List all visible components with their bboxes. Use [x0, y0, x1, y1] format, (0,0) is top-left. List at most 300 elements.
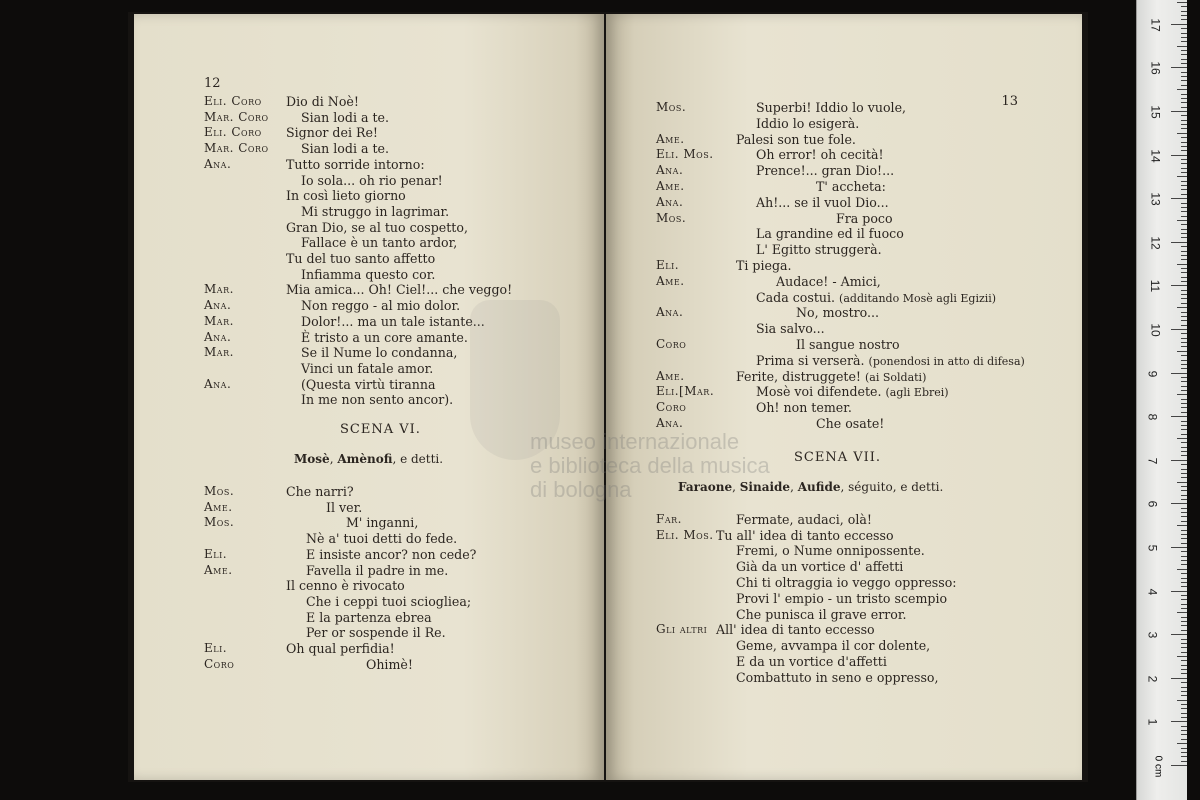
stage-direction: (ai Soldati) — [864, 370, 927, 384]
verse-text: Fra poco — [836, 210, 893, 226]
verse-line — [756, 384, 949, 401]
ruler-tick — [1181, 734, 1187, 735]
verse-text: Iddio lo esigerà. — [756, 115, 860, 131]
ruler-tick — [1181, 364, 1187, 365]
verse-text: La grandine ed il fuoco — [756, 226, 904, 242]
verse-line — [756, 100, 906, 116]
verse-text: Gran Dio, se al tuo cospetto, — [286, 219, 468, 235]
speaker-label: Eli. Coro — [204, 94, 262, 108]
verse-line: E da un vortice d'affetti — [736, 654, 887, 669]
verse-text: Il sangue nostro — [796, 337, 900, 352]
ruler-tick — [1181, 185, 1187, 186]
ruler-tick — [1181, 403, 1187, 404]
verse-line — [756, 226, 904, 242]
ruler-tick — [1181, 429, 1187, 430]
verse-line — [301, 345, 457, 361]
speaker-label: Ana. — [656, 305, 684, 320]
ruler-tick — [1181, 695, 1187, 696]
ruler-tick — [1181, 290, 1187, 291]
ruler-tick — [1181, 595, 1187, 596]
ruler-tick — [1171, 591, 1187, 592]
ruler-tick — [1181, 172, 1187, 173]
ruler-tick — [1181, 604, 1187, 605]
verse-line: Nè a' tuoi detti do fede. — [306, 531, 458, 547]
speaker-label: Ame. — [656, 131, 685, 146]
ruler-number: 4 — [1145, 588, 1160, 595]
verse-line — [286, 251, 435, 267]
ruler-tick — [1181, 578, 1187, 579]
ruler-tick — [1181, 538, 1187, 539]
speaker-label: Ana. — [204, 298, 232, 313]
verse-line — [756, 321, 825, 337]
ruler-tick — [1181, 124, 1187, 125]
speaker-label: Ame. — [656, 179, 685, 193]
verse-line — [301, 204, 449, 220]
ruler-tick — [1181, 333, 1187, 334]
verse-line — [756, 195, 889, 211]
ruler-tick — [1181, 390, 1187, 391]
ruler-tick — [1181, 599, 1187, 600]
ruler-tick — [1181, 730, 1187, 731]
ruler-tick — [1181, 682, 1187, 683]
ruler-tick — [1171, 198, 1187, 199]
verse-text: Oh error! oh cecità! — [756, 147, 884, 163]
right-page — [606, 14, 1082, 780]
ruler-number: 7 — [1145, 457, 1160, 465]
ruler-tick — [1171, 460, 1187, 461]
verse-text: Sian lodi a te. — [301, 141, 390, 157]
verse-line — [776, 274, 881, 290]
ruler-tick — [1181, 687, 1187, 688]
ruler-tick — [1181, 490, 1187, 491]
ruler-tick — [1181, 277, 1187, 278]
ruler-tick — [1181, 530, 1187, 531]
ruler-tick — [1181, 425, 1187, 426]
ruler-tick — [1177, 656, 1187, 657]
verse-line — [796, 305, 879, 321]
cast-suffix: séguito, e detti. — [848, 479, 944, 494]
ruler-tick — [1181, 665, 1187, 666]
speaker-label: Ana. — [656, 163, 684, 178]
verse-text: T' accheta: — [816, 179, 886, 194]
ruler-tick — [1181, 194, 1187, 195]
verse-line: Oh qual perfidia! — [286, 641, 395, 656]
verse-text: No, mostro... — [796, 305, 880, 321]
verse-text: Mia amica... Oh! Ciel!... che veggo! — [286, 282, 513, 298]
speaker-label: Eli. — [204, 546, 228, 561]
verse-line: Favella il padre in me. — [306, 562, 449, 578]
verse-text: Cada costui. — [756, 289, 836, 305]
ruler-tick — [1181, 512, 1187, 513]
ruler-tick — [1181, 33, 1187, 34]
verse-line — [756, 116, 859, 132]
verse-line — [301, 377, 436, 393]
verse-line — [286, 157, 425, 173]
speaker-label: Ame. — [656, 273, 685, 288]
speaker-label: Far. — [656, 511, 682, 526]
ruler-tick — [1181, 37, 1187, 38]
ruler-tick — [1181, 259, 1187, 260]
stage-direction: (agli Ebrei) — [885, 386, 949, 400]
ruler-number: 11 — [1148, 280, 1163, 293]
ruler-tick — [1181, 346, 1187, 347]
speaker-label: Eli. — [204, 641, 228, 655]
ruler-tick — [1181, 630, 1187, 631]
ruler-tick — [1181, 660, 1187, 661]
speaker-label: Eli.[Mar. — [656, 384, 715, 399]
ruler-tick — [1181, 516, 1187, 517]
ruler-tick — [1181, 342, 1187, 343]
ruler-tick — [1181, 216, 1187, 217]
ruler-number: 17 — [1148, 18, 1163, 32]
ruler-number: 13 — [1148, 192, 1163, 206]
verse-text: Signor dei Re! — [286, 125, 378, 141]
ruler-tick — [1181, 473, 1187, 474]
ruler-tick — [1181, 748, 1187, 749]
ruler-tick — [1181, 455, 1187, 456]
speaker-label: Eli. — [656, 258, 680, 272]
ruler-tick — [1177, 612, 1187, 613]
verse-text: Dolor!... ma un tale istante... — [301, 313, 485, 329]
speaker-label: Ame. — [204, 562, 233, 577]
ruler-tick — [1181, 102, 1187, 103]
ruler-tick — [1171, 373, 1187, 374]
ruler-number: 14 — [1148, 148, 1163, 163]
verse-text: Mi struggo in lagrimar. — [301, 203, 450, 219]
ruler-tick — [1181, 360, 1187, 361]
ruler-tick — [1181, 407, 1187, 408]
ruler-tick — [1177, 351, 1187, 352]
ruler-tick — [1181, 94, 1187, 95]
verse-line: Che i ceppi tuoi sciogliea; — [306, 593, 472, 609]
speaker-label: Eli. Coro — [204, 125, 262, 140]
verse-line: Fremi, o Nume onnipossente. — [736, 543, 925, 559]
ruler-tick — [1181, 59, 1187, 60]
ruler-tick — [1171, 67, 1187, 68]
verse-text: Prima si verserà. — [756, 352, 865, 368]
verse-line — [301, 173, 443, 189]
page-number-right: 13 — [1001, 94, 1018, 109]
speaker-label: Ame. — [656, 368, 685, 383]
ruler-tick — [1181, 573, 1187, 574]
speaker-label: Mos. — [204, 484, 235, 498]
ruler-tick — [1181, 647, 1187, 648]
ruler-tick — [1181, 377, 1187, 378]
ruler-number: 9 — [1145, 370, 1160, 377]
ruler-tick — [1181, 726, 1187, 727]
verse-line — [816, 416, 884, 432]
ruler-tick — [1181, 320, 1187, 321]
ruler-number: 5 — [1145, 544, 1160, 552]
speaker-label: Eli. Mos. — [656, 147, 714, 162]
ruler-tick — [1181, 28, 1187, 29]
ruler-tick — [1177, 569, 1187, 570]
verse-text: Non reggo - al mio dolor. — [301, 298, 461, 314]
verse-text: Infiamma questo cor. — [301, 266, 436, 282]
ruler-tick — [1181, 499, 1187, 500]
ruler-tick — [1181, 717, 1187, 718]
watermark-line: museo internazionale — [530, 429, 740, 454]
ruler-tick — [1181, 41, 1187, 42]
ruler-tick — [1181, 381, 1187, 382]
ruler-tick — [1181, 477, 1187, 478]
ruler-tick — [1181, 761, 1187, 762]
watermark-text — [530, 430, 810, 502]
speaker-label: Coro — [204, 656, 235, 671]
ruler-tick — [1181, 181, 1187, 182]
ruler-tick — [1181, 713, 1187, 714]
verse-line — [736, 132, 856, 148]
ruler-tick — [1181, 421, 1187, 422]
ruler-tick — [1181, 251, 1187, 252]
ruler-tick — [1181, 229, 1187, 230]
ruler-tick — [1181, 76, 1187, 77]
speaker-label: Mar. Coro — [204, 109, 269, 124]
verse-line — [301, 235, 457, 251]
speaker-label: Ana. — [204, 329, 232, 344]
verse-line — [301, 392, 453, 408]
verse-line — [301, 267, 435, 283]
ruler-tick — [1177, 394, 1187, 395]
ruler-tick — [1181, 54, 1187, 55]
ruler-tick — [1181, 316, 1187, 317]
verse-text: Se il Nume lo condanna, — [301, 345, 458, 361]
ruler-tick — [1177, 220, 1187, 221]
verse-text: Fallace è un tanto ardor, — [301, 235, 458, 251]
ruler-tick — [1181, 15, 1187, 16]
open-book — [128, 12, 1088, 782]
ruler-tick — [1181, 708, 1187, 709]
ruler-tick — [1181, 294, 1187, 295]
ruler-tick — [1181, 207, 1187, 208]
verse-line — [301, 141, 389, 157]
ruler-tick — [1181, 669, 1187, 670]
ruler-number: 6 — [1145, 501, 1160, 508]
watermark-line: e biblioteca della musica — [530, 453, 770, 478]
ruler-tick — [1181, 303, 1187, 304]
ruler-tick — [1181, 281, 1187, 282]
verse-line: E insiste ancor? non cede? — [306, 546, 477, 562]
ruler-tick — [1171, 634, 1187, 635]
verse-text: Dio di Noè! — [286, 94, 359, 109]
speaker-label: Ame. — [204, 499, 233, 514]
verse-line: Fermate, audaci, olà! — [736, 511, 872, 527]
ruler-tick — [1181, 255, 1187, 256]
ruler-tick — [1181, 137, 1187, 138]
ruler-tick — [1181, 704, 1187, 705]
ruler-tick — [1171, 329, 1187, 330]
ruler-tick — [1181, 617, 1187, 618]
speaker-label: Coro — [656, 400, 687, 415]
ruler-tick — [1181, 399, 1187, 400]
verse-text: Palesi son tue fole. — [736, 131, 856, 147]
ruler-tick — [1171, 155, 1187, 156]
measuring-ruler — [1136, 0, 1187, 800]
speaker-label: Ana. — [204, 156, 232, 171]
ruler-tick — [1181, 447, 1187, 448]
verse-line: Che narri? — [286, 484, 354, 499]
ruler-number: 3 — [1145, 631, 1160, 639]
ruler-tick — [1181, 146, 1187, 147]
ruler-unit-label: 0 cm — [1152, 755, 1164, 778]
ruler-tick — [1177, 176, 1187, 177]
ruler-tick — [1177, 133, 1187, 134]
ruler-tick — [1181, 464, 1187, 465]
verse-text: Tu del tuo santo affetto — [286, 251, 436, 266]
verse-text: Sia salvo... — [756, 321, 825, 337]
verse-line — [756, 163, 894, 179]
ruler-number: 1 — [1145, 719, 1160, 726]
speaker-label: Coro — [656, 337, 687, 351]
ruler-tick — [1181, 163, 1187, 164]
ruler-tick — [1181, 298, 1187, 299]
cast-name: Sinaide — [739, 479, 791, 494]
ruler-tick — [1177, 46, 1187, 47]
speaker-label: Ana. — [204, 376, 232, 391]
ruler-tick — [1181, 739, 1187, 740]
cast-suffix: e detti. — [400, 452, 444, 466]
verse-line — [286, 220, 468, 236]
ruler-tick — [1181, 469, 1187, 470]
ruler-tick — [1181, 551, 1187, 552]
ruler-tick — [1171, 503, 1187, 504]
scene-cast: Faraone, Sinaide, Aufide, séguito, e detti. — [678, 479, 944, 494]
ruler-tick — [1181, 495, 1187, 496]
ruler-tick — [1181, 312, 1187, 313]
ruler-tick — [1181, 150, 1187, 151]
cast-name: Amènofi — [337, 452, 393, 466]
speaker-label: Eli. Mos. — [656, 527, 714, 542]
verse-line — [301, 330, 468, 346]
verse-text: Audace! - Amici, — [776, 273, 881, 289]
verse-line: Il ver. — [326, 499, 363, 515]
speaker-label: Gli altri — [656, 622, 708, 637]
verse-text: Tutto sorride intorno: — [286, 156, 425, 172]
verse-line: Che punisca il grave error. — [736, 606, 907, 622]
verse-line — [286, 282, 512, 298]
verse-line — [301, 298, 460, 314]
ruler-tick — [1181, 643, 1187, 644]
ruler-tick — [1181, 246, 1187, 247]
verse-line: Ohimè! — [366, 656, 413, 672]
ruler-tick — [1181, 586, 1187, 587]
verse-text: L' Egitto struggerà. — [756, 242, 882, 258]
verse-text: Oh! non temer. — [756, 400, 852, 416]
ruler-tick — [1181, 80, 1187, 81]
ruler-tick — [1181, 211, 1187, 212]
ruler-tick — [1177, 2, 1187, 3]
ruler-tick — [1171, 24, 1187, 25]
ruler-tick — [1181, 268, 1187, 269]
verse-line — [286, 94, 359, 110]
ruler-tick — [1181, 325, 1187, 326]
ruler-tick — [1177, 482, 1187, 483]
ruler-tick — [1171, 765, 1187, 766]
ruler-tick — [1181, 107, 1187, 108]
ruler-number: 15 — [1148, 105, 1163, 119]
verse-line — [756, 290, 996, 307]
ruler-tick — [1171, 285, 1187, 286]
ruler-number: 10 — [1148, 323, 1163, 337]
cast-name: Mosè — [294, 452, 330, 466]
speaker-label: Mar. — [204, 282, 234, 297]
ruler-tick — [1181, 521, 1187, 522]
ruler-tick — [1181, 224, 1187, 225]
ruler-tick — [1181, 85, 1187, 86]
watermark-line: di bologna — [530, 477, 632, 502]
ruler-tick — [1181, 120, 1187, 121]
ruler-tick — [1171, 678, 1187, 679]
ruler-tick — [1181, 608, 1187, 609]
verse-line: All' idea di tanto eccesso — [716, 622, 875, 638]
speaker-label: Mar. — [204, 313, 234, 328]
ruler-tick — [1181, 128, 1187, 129]
ruler-tick — [1181, 564, 1187, 565]
ruler-tick — [1181, 556, 1187, 557]
ruler-tick — [1181, 673, 1187, 674]
verse-text: Mosè voi difendete. — [756, 384, 882, 400]
ruler-tick — [1181, 621, 1187, 622]
ruler-tick — [1181, 6, 1187, 7]
verse-line — [836, 211, 893, 227]
verse-line: Per or sospende il Re. — [306, 625, 446, 641]
ruler-number: 8 — [1145, 413, 1160, 421]
ruler-tick — [1181, 691, 1187, 692]
ruler-tick — [1181, 543, 1187, 544]
verse-line — [736, 258, 792, 274]
ruler-tick — [1181, 582, 1187, 583]
ruler-tick — [1177, 438, 1187, 439]
verse-line: Geme, avvampa il cor dolente, — [736, 638, 931, 654]
ruler-tick — [1181, 434, 1187, 435]
ruler-tick — [1181, 98, 1187, 99]
ruler-tick — [1171, 416, 1187, 417]
verse-text: Vinci un fatale amor. — [301, 360, 434, 376]
ruler-tick — [1171, 721, 1187, 722]
verse-line — [796, 337, 900, 353]
verse-text: In così lieto giorno — [286, 188, 406, 204]
ruler-tick — [1177, 89, 1187, 90]
verse-text: Ah!... se il vuol Dio... — [756, 194, 889, 210]
ruler-tick — [1171, 242, 1187, 243]
verse-text: (Questa virtù tiranna — [301, 376, 436, 392]
cast-name: Aufide — [797, 479, 841, 494]
ruler-tick — [1177, 700, 1187, 701]
verse-line — [301, 110, 389, 126]
verse-text: Io sola... oh rio penar! — [301, 172, 443, 188]
speaker-label: Mos. — [656, 100, 687, 114]
verse-line: Chi ti oltraggia io veggo oppresso: — [736, 575, 957, 590]
ruler-tick — [1177, 307, 1187, 308]
ruler-tick — [1177, 525, 1187, 526]
ruler-tick — [1181, 203, 1187, 204]
ruler-tick — [1181, 50, 1187, 51]
ruler-tick — [1181, 142, 1187, 143]
ruler-tick — [1181, 368, 1187, 369]
ruler-number: 12 — [1148, 236, 1163, 250]
cast-name: Faraone — [678, 479, 733, 494]
ruler-tick — [1181, 11, 1187, 12]
page-number-left: 12 — [204, 76, 221, 91]
ruler-tick — [1181, 412, 1187, 413]
ruler-tick — [1181, 159, 1187, 160]
ruler-tick — [1177, 743, 1187, 744]
verse-line: E la partenza ebrea — [306, 609, 432, 625]
ruler-tick — [1181, 63, 1187, 64]
verse-line: Provi l' empio - un tristo scempio — [736, 590, 948, 606]
verse-line — [301, 361, 433, 377]
scene-title: SCENA VI. — [340, 422, 421, 437]
